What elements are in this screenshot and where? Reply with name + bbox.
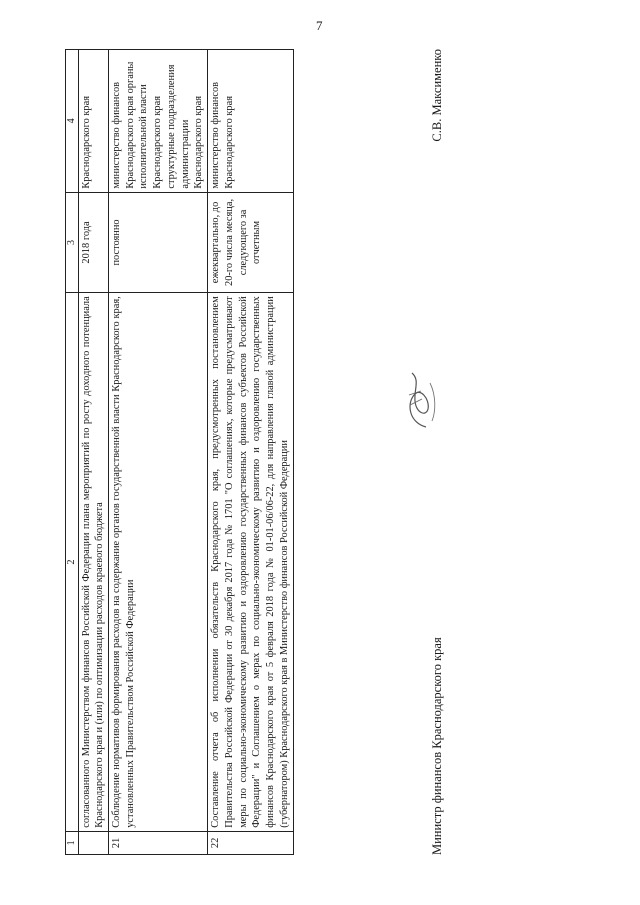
row-responsible: министерство финансов Краснодарского края	[208, 50, 293, 193]
page-number: 7	[316, 18, 323, 33]
row-responsible: Краснодарского края	[78, 50, 108, 193]
rotated-page-content	[20, 20, 615, 885]
row-description: Составление отчета об исполнении обязательств Краснодарского края, предусмотренных постановлением Правительства Российской Федерации от 30 декабря 2017 года № 1701 "О соглашениях, которые предусматривают меры по социально-экономическому развитию и оздоровлению государственных финансов субъектов Российской Федерации" и Соглашением о мерах по социально-экономическому развитию и оздоровлению государственных финансов Краснодарского края от 5 февраля 2018 года № 01-01-06/06-22, для направления главой администрации (губернатором) Краснодарского края в Министерство финансов Российской Федерации	[208, 293, 293, 832]
signature-name: С.В. Максименко	[430, 49, 444, 142]
header-col-1: 1	[66, 831, 79, 854]
header-col-2: 2	[66, 293, 79, 832]
table-row	[78, 50, 108, 855]
row-number	[78, 831, 108, 854]
row-description: Соблюдение нормативов формирования расходов на содержание органов государственной власти Краснодарского края, установленных Правительством Российской Федерации	[108, 293, 207, 832]
row-deadline: постоянно	[108, 192, 207, 293]
row-deadline: ежеквартально, до 20-го числа месяца, следующего за отчетным	[208, 192, 293, 293]
plan-table	[65, 49, 294, 855]
row-description: согласованного Министерством финансов Российской Федерации плана мероприятий по росту доходного потенциала Краснодарского края и (или) по оптимизации расходов краевого бюджета	[78, 293, 108, 832]
row-number: 22	[208, 831, 293, 854]
handwritten-signature-icon	[400, 365, 444, 435]
table-row	[208, 50, 293, 855]
row-responsible: министерство финансов Краснодарского края органы исполнительной власти Краснодарского края структурные подразделения администрации Краснодарского края	[108, 50, 207, 193]
table-header-row	[66, 50, 79, 855]
header-col-4: 4	[66, 50, 79, 193]
table-row	[108, 50, 207, 855]
header-col-3: 3	[66, 192, 79, 293]
signature-title: Министр финансов Краснодарского края	[430, 637, 444, 855]
row-deadline: 2018 года	[78, 192, 108, 293]
row-number: 21	[108, 831, 207, 854]
